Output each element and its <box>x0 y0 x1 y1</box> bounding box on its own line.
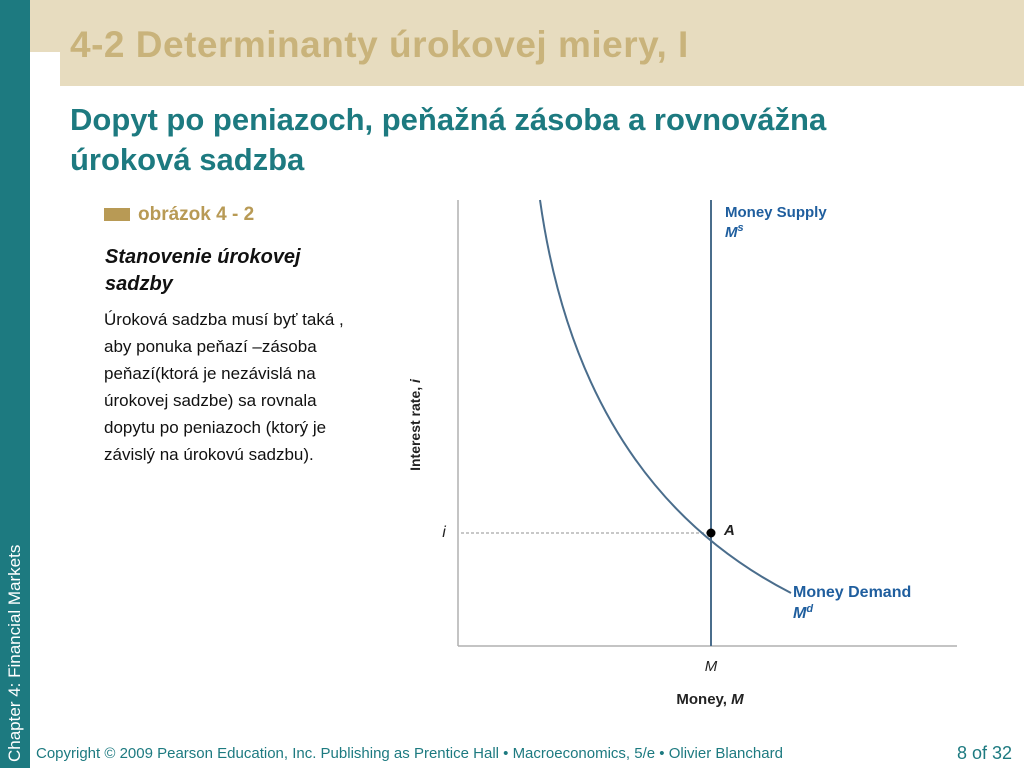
figure-label: obrázok 4 - 2 <box>138 204 255 225</box>
figure-description: Úroková sadzba musí byť taká , aby ponuka peňazí –zásoba peňazí(ktorá je nezávislá na úrokovej sadzbe) sa rovnala dopytu po peniazoch (ktorý je závislý na úrokovú sadzbu). <box>104 310 344 464</box>
slide-subtitle: Dopyt po peniazoch, peňažná zásoba a rovnovážna úroková sadzba <box>70 102 827 177</box>
page-number: 8 of 32 <box>956 743 1012 763</box>
m-tick-label: M <box>704 658 718 675</box>
i-tick-label: i <box>442 524 446 541</box>
money-demand-symbol: $M^d$ <box>793 603 814 622</box>
slide-title: 4-2 Determinanty úrokovej miery, I <box>70 24 689 65</box>
footer-copyright: Copyright © 2009 Pearson Education, Inc. Publishing as Prentice Hall • Macroeconomics, 5/e • Olivier Blanchard <box>36 745 783 762</box>
figure-heading: Stanovenie úrokovej sadzby <box>105 246 301 295</box>
figure-marker <box>104 208 130 221</box>
money-demand-curve <box>540 200 791 593</box>
money-supply-label: Money Supply <box>725 204 827 221</box>
chapter-label: Chapter 4: Financial Markets <box>5 544 24 762</box>
money-market-diagram <box>395 185 970 715</box>
money-supply-symbol: $M^s$ <box>725 222 744 241</box>
money-demand-label: Money Demand <box>793 584 912 601</box>
x-axis-label: Money, M <box>676 691 744 708</box>
sidebar <box>0 0 30 768</box>
equilibrium-point <box>707 529 716 538</box>
equilibrium-point-label: A <box>724 522 735 539</box>
y-axis-label: Interest rate, i <box>407 379 423 471</box>
